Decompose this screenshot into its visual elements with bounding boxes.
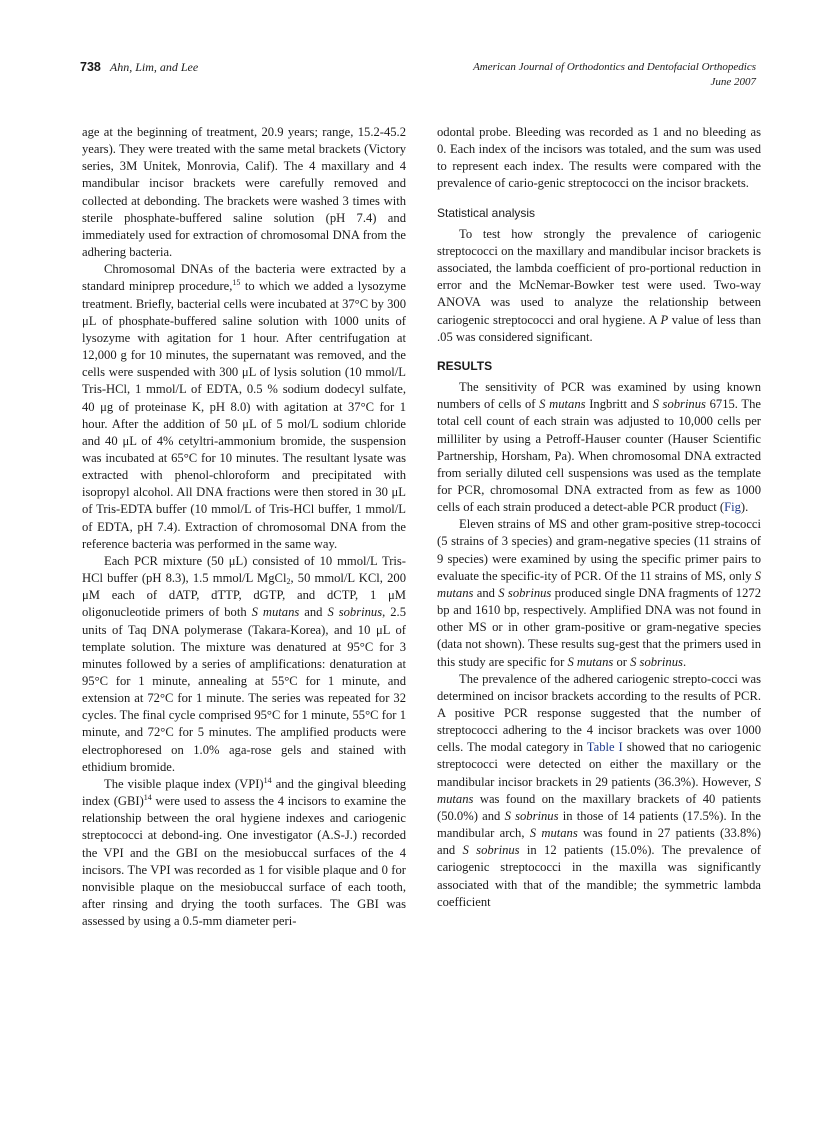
paragraph-pcr-mixture	[82, 553, 406, 776]
species-name: S sobrinus	[498, 585, 552, 600]
species-name: S sobrinus	[327, 605, 383, 620]
species-name: S mutans	[529, 826, 578, 841]
text-run: Eleven strains of MS and other gram-positive strep-tococci (5 strains of 3 species) and gram-negative species (11 strains of 9 species) were examined by using the specific primer pairs to evaluate the specific-ity of PCR. Of the 11 strains of MS, only	[437, 517, 761, 583]
species-name: S mutans	[437, 774, 761, 806]
text-run: were used to assess the 4 incisors to examine the relationship between the oral hygiene indexes and cariogenic streptococci at debond-ing. One investigator (A.S-J.) recorded the VPI and the GBI on the mesiobuccal surfaces of the 4 incisors. The VPI was recorded as 1 for visible plaque and 0 for nonvisible plaque on the mesiobuccal surface of each tooth, after rinsing and drying the tooth surfaces. The GBI was assessed by using a 0.5-mm diameter peri-	[82, 794, 406, 929]
paragraph-pcr-specificity	[437, 516, 761, 670]
text-run: was found in 27 patients (33.8%) and	[437, 826, 761, 858]
running-head	[80, 60, 756, 100]
text-run: and the gingival bleeding index (GBI)	[82, 776, 406, 809]
text-run: or	[613, 654, 631, 669]
left-column	[82, 124, 406, 930]
right-column	[437, 124, 761, 911]
issue-date: June 2007	[710, 76, 756, 88]
species-name: S mutans	[539, 397, 586, 412]
text-run: , 2.5 units of Taq DNA polymerase (Takara-Korea), and 10 μL of template solution. The mixture was denatured at 95°C for 3 minutes followed by a series of amplifications: denaturation at 95°C for 1 minute, annealing at 55°C for 1 minute, and extension at 72°C for 1 minute. The series was repeated for 32 cycles. The final cycle comprised 95°C for 1 minute, 55°C for 1 minute, and 72°C for 5 minutes. The amplified products were electrophoresed on 1.0% aga-rose gels and stained with ethidium bromide.	[82, 605, 406, 774]
species-name: S mutans	[567, 654, 614, 669]
reference-15[interactable]: 15	[232, 278, 241, 288]
running-head-left	[80, 60, 198, 75]
text-run: Chromosomal DNAs of the bacteria were extracted by a standard miniprep procedure,	[82, 262, 406, 294]
species-name: S sobrinus	[630, 654, 683, 669]
text-run: The visible plaque index (VPI)	[104, 776, 264, 791]
paragraph-prevalence	[437, 671, 761, 911]
section-heading-statistical-analysis: Statistical analysis	[437, 205, 536, 220]
text-run: in those of 14 patients (17.5%). In the mandibular arch,	[437, 808, 761, 841]
species-name: S sobrinus	[652, 397, 706, 412]
page-number: 738	[80, 60, 101, 74]
journal-title: American Journal of Orthodontics and Dentofacial Orthopedics	[473, 61, 756, 73]
species-name: S sobrinus	[462, 843, 520, 858]
text-run: to which we added a lysozyme treatment. Briefly, bacterial cells were incubated at 37°C by 300 μL of phosphate-buffered saline solution with 1000 units of lysozyme with agitation for 1 hour. After centrifugation at 12,000 g for 10 minutes, the supernatant was removed, and the cells were suspended with 300 μL of lysis solution (10 mmol/L Tris-HCl, 1 mmol/L of EDTA, 0.5 % sodium dodecyl sulfate, 40 μg of proteinase K, pH 8.0) with agitation at 37°C for 1 hour. After the addition of 50 μL of 5 mol/L sodium chloride and 40 μL of 4% cetyltri-ammonium bromide, the suspension was incubated at 65°C for 10 minutes. The resultant lysate was extracted with phenol-chloroform and precipitated with isopropyl alcohol. All DNA fractions were then stored in 30 μL of Tris-EDTA buffer (10 mmol/L of Tris-HCl buffer, 1 mmol/L of EDTA, pH 7.4). Extraction of chromosomal DNA from the reference bacteria was performed in the same way.	[82, 279, 406, 551]
text-run: , 50 mmol/L KCl, 200 μM each of dATP, dTTP, dGTP, and dCTP, 1 μM oligonucleotide primers of both	[82, 571, 407, 620]
text-run: ).	[740, 500, 749, 515]
species-name: S mutans	[251, 605, 300, 620]
running-head-right	[473, 60, 756, 90]
text-run: The sensitivity of PCR was examined by using known numbers of cells of	[437, 380, 761, 412]
text-run: showed that no cariogenic streptococci were detected on either the maxillary or the mandibular incisor brackets in 29 patients (36.3%). However,	[437, 740, 761, 789]
text-run: in 12 patients (15.0%). The prevalence of cariogenic streptococci in the maxilla was significantly associated with that of the mandible; the symmetric lambda coefficient	[437, 843, 761, 909]
reference-14[interactable]: 14	[143, 793, 152, 803]
text-run: and	[473, 585, 499, 600]
text-run: Ingbritt and	[585, 397, 653, 412]
text-run: .	[682, 654, 687, 669]
section-heading-results: RESULTS	[437, 358, 493, 373]
paragraph-bleeding-index: odontal probe. Bleeding was recorded as 1 and no bleeding as 0. Each index of the incisors was totaled, and the sum was used to represent each index. The results were compared with the prevalence of cario-genic streptococci on the incisor brackets.	[437, 125, 761, 191]
text-run: produced single DNA fragments of 1272 bp and 1610 bp, respectively. Amplified DNA was not found in other MS or in other gram-positive or gram-negative species (data not shown). These results sug-gest that the primers used in this study are specific for	[437, 585, 761, 669]
text-run: was found on the maxillary brackets of 40 patients (50.0%) and	[437, 791, 761, 823]
text-run: Each PCR mixture (50 μL) consisted of 10 mmol/L Tris-HCl buffer (pH 8.3), 1.5 mmol/L MgCl	[82, 553, 406, 586]
paragraph-plaque-index	[82, 776, 406, 930]
text-run: and	[299, 605, 328, 620]
species-name: S sobrinus	[504, 808, 559, 823]
paragraph-patients-brackets: age at the beginning of treatment, 20.9 years; range, 15.2-45.2 years). They were treated with the same metal brackets (Victory series, 3M Unitek, Monrovia, Calif). The 4 maxillary and 4 mandibular incisor brackets were carefully removed and collected at debonding. The brackets were washed 3 times with sterile phosphate-buffered saline solution (pH 7.4) and immediately used for extraction of chromosomal DNA from the adhering bacteria.	[82, 125, 406, 260]
text-run: To test how strongly the prevalence of cariogenic streptococci on the maxillary and mandibular incisor brackets is associated, the lambda coefficient of pro-portional reduction in error and the McNemar-Bowker test were used. Two-way ANOVA was used to analyze the relationship between cariogenic streptococci and oral hygiene. A	[437, 226, 761, 327]
subscript: 2	[286, 577, 291, 587]
text-run: value of less than .05 was considered significant.	[437, 312, 761, 344]
paragraph-pcr-sensitivity	[437, 379, 761, 516]
p-symbol: P	[660, 312, 669, 327]
paragraph-statistics	[437, 226, 761, 346]
table-link[interactable]: Table I	[586, 740, 623, 755]
text-run: The prevalence of the adhered cariogenic strepto-cocci was determined on incisor brackets according to the results of PCR. A positive PCR response suggested that the number of streptococci adhering to the 4 incisor brackets was over 1000 cells. The modal category in	[437, 671, 761, 755]
reference-14[interactable]: 14	[263, 775, 272, 785]
figure-link[interactable]: Fig	[724, 500, 741, 515]
running-head-authors: Ahn, Lim, and Lee	[109, 60, 199, 74]
text-run: 6715. The total cell count of each strain was adjusted to 10,000 cells per milliliter by using a Petroff-Hauser counter (Hauser Scientific Partnership, Horsham, Pa). When chromosomal DNA extracted from serially diluted cell suspensions was used as the template for PCR, chromosomal DNA extracted from as few as 1000 cells of each strain produced a detect-able PCR product (	[437, 397, 761, 515]
species-name: S mutans	[437, 568, 761, 600]
paragraph-dna-extraction	[82, 261, 406, 553]
